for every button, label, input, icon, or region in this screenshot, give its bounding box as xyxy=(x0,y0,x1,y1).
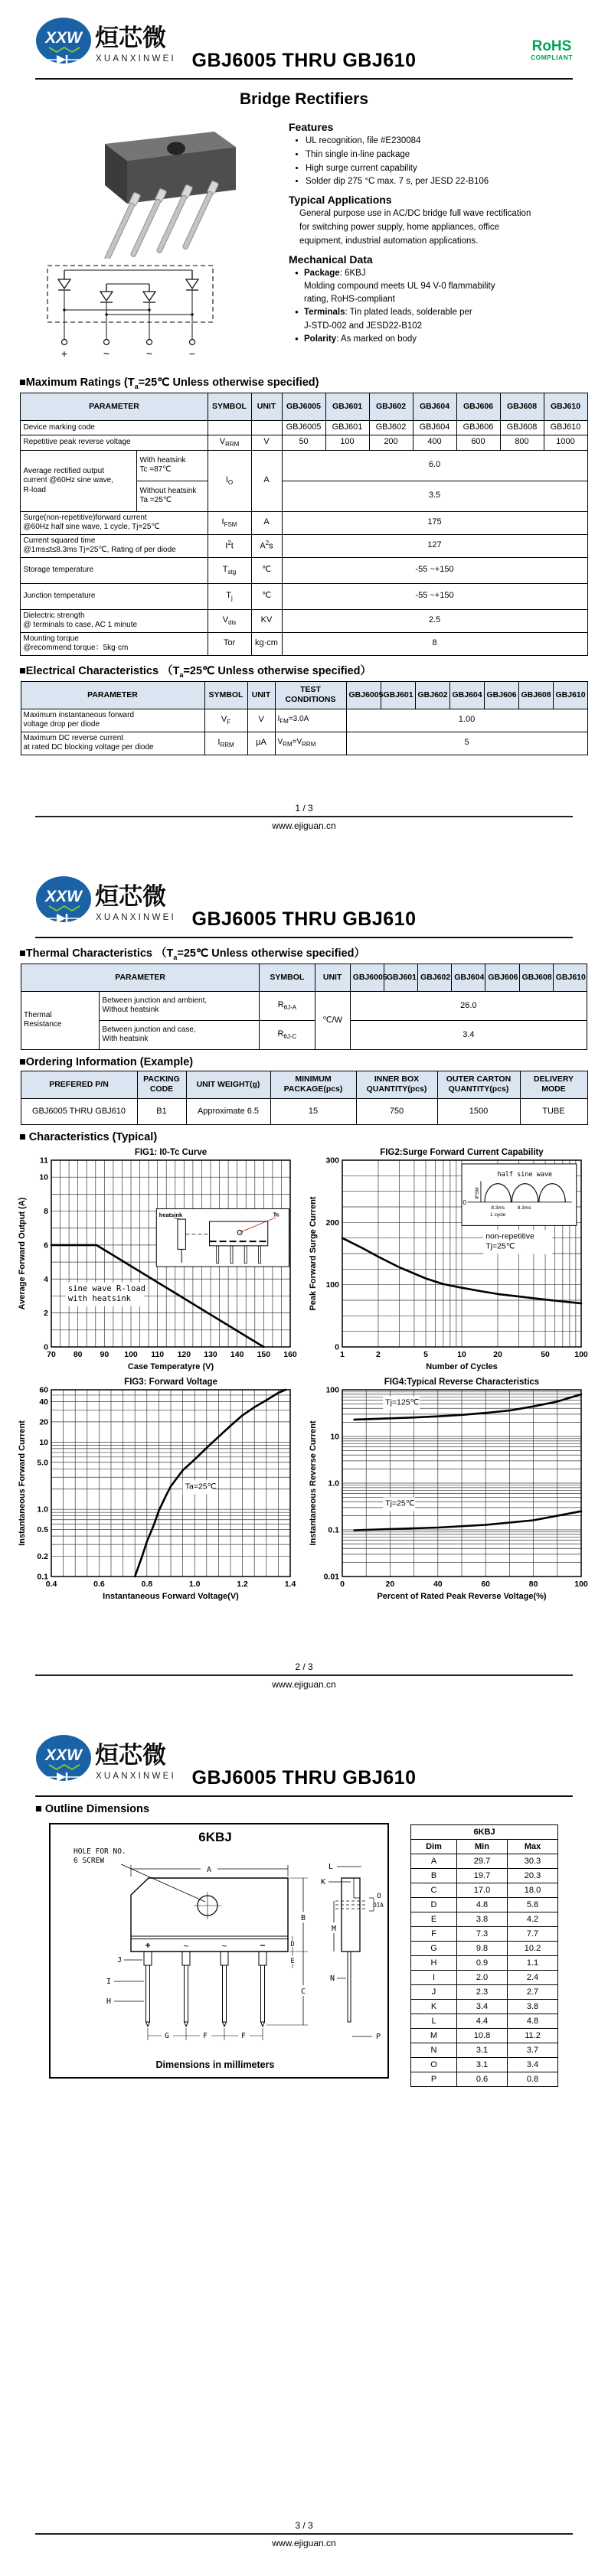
svg-text:6: 6 xyxy=(44,1241,48,1251)
footer-rule xyxy=(35,1674,573,1676)
fig2-surge-chart xyxy=(307,1146,589,1373)
svg-text:Average Forward Output (A): Average Forward Output (A) xyxy=(18,1197,27,1310)
dim-table-title-row: 6KBJ xyxy=(411,1825,558,1840)
application-line: for switching power supply, home appliances, office xyxy=(299,223,500,233)
page-3 xyxy=(0,1717,608,2576)
svg-text:FIG3: Forward Voltage: FIG3: Forward Voltage xyxy=(124,1377,217,1387)
svg-text:烜芯微: 烜芯微 xyxy=(95,883,166,910)
svg-text:100: 100 xyxy=(325,1280,339,1290)
svg-text:XUANXINWEI: XUANXINWEI xyxy=(96,1772,176,1781)
terminal-ac1: ~ xyxy=(103,347,110,360)
feature-item: • UL recognition, file #E230084 xyxy=(306,135,588,148)
svg-text:1: 1 xyxy=(340,1349,345,1359)
svg-text:0.8: 0.8 xyxy=(141,1579,153,1589)
svg-text:FIG2:Surge Forward Current Cap: FIG2:Surge Forward Current Capability xyxy=(380,1147,544,1157)
svg-text:140: 140 xyxy=(230,1349,244,1359)
row-tj: Junction temperature $T_j$ ℃ -55 ~+150 xyxy=(21,583,587,609)
svg-text:Number of Cycles: Number of Cycles xyxy=(426,1361,498,1371)
svg-text:FIG4:Typical Reverse Character: FIG4:Typical Reverse Characteristics xyxy=(384,1377,540,1387)
svg-text:110: 110 xyxy=(151,1349,165,1359)
fig3-forward-voltage-chart xyxy=(16,1376,298,1603)
outline-heading: ■ Outline Dimensions xyxy=(35,1803,149,1815)
svg-text:Instantaneous Reverse Current: Instantaneous Reverse Current xyxy=(309,1420,318,1546)
svg-text:10: 10 xyxy=(457,1349,466,1359)
application-line: General purpose use in AC/DC bridge full wave rectification xyxy=(299,209,531,219)
characteristics-heading: ■ Characteristics (Typical) xyxy=(19,1130,158,1143)
dim-row: C 17.0 18.0 xyxy=(411,1883,558,1898)
dimensions-caption: Dimensions in millimeters xyxy=(155,2059,275,2070)
svg-text:Tj=125℃: Tj=125℃ xyxy=(385,1397,420,1407)
svg-text:sine wave R-load: sine wave R-load xyxy=(67,1283,145,1293)
row-i2t: Current squared time @1ms≤t≤8.3ms Tj=25℃, Rating of per diode $I^2t$ $A^2s$ 127 xyxy=(21,534,587,557)
svg-text:non-repetitive: non-repetitive xyxy=(485,1231,534,1241)
doc-title: GBJ6005 THRU GBJ610 xyxy=(191,50,417,71)
svg-text:100: 100 xyxy=(574,1349,588,1359)
page3-footer xyxy=(35,2520,573,2548)
dim-letter-A: A xyxy=(206,1866,212,1874)
dim-row: D 4.8 5.8 xyxy=(411,1898,558,1912)
mechanical-item: ● Terminals: Tin plated leads, solderable per xyxy=(295,308,472,318)
row-io-heatsink: Average rectified output current @60Hz sine wave, R-load With heatsink Tc =87℃ $I_O$ A 6.0 xyxy=(21,450,587,481)
svg-text:0.4: 0.4 xyxy=(45,1579,57,1589)
dim-row: E 3.8 4.2 xyxy=(411,1912,558,1927)
svg-text:1.0: 1.0 xyxy=(328,1479,339,1489)
dim-letter-B: B xyxy=(300,1914,306,1922)
svg-text:40: 40 xyxy=(433,1579,443,1589)
page-number: 2 / 3 xyxy=(295,1661,313,1672)
svg-text:80: 80 xyxy=(528,1579,538,1589)
dim-row: F 7.3 7.7 xyxy=(411,1927,558,1942)
feature-item: • Thin single in-line package xyxy=(306,148,588,162)
mechanical-item: rating, RoHS-compliant xyxy=(304,295,395,305)
svg-text:0.1: 0.1 xyxy=(37,1572,48,1582)
svg-text:10: 10 xyxy=(39,1437,48,1447)
dim-letter-I: I xyxy=(106,1978,112,1986)
thermal-header-row: PARAMETER SYMBOL UNIT GBJ6005 GBJ601 GBJ602 GBJ604 GBJ606 GBJ608 GBJ610 xyxy=(21,964,587,991)
dim-row: K 3.4 3.8 xyxy=(411,2000,558,2014)
svg-text:0: 0 xyxy=(44,1342,48,1352)
page-header xyxy=(35,1717,573,1797)
svg-text:Tj=25℃: Tj=25℃ xyxy=(385,1498,415,1508)
fig1-io-tc-chart xyxy=(16,1146,298,1373)
dim-row: G 9.8 10.2 xyxy=(411,1942,558,1956)
svg-text:40: 40 xyxy=(39,1397,48,1407)
row-rthja: Thermal Resistance Between junction and ambient, Without heatsink $R_{\theta J-A}$ ℃/W 26.0 xyxy=(21,991,587,1020)
svg-text:160: 160 xyxy=(283,1349,297,1359)
mechanical-item: ● Polarity: As marked on body xyxy=(295,334,417,344)
svg-text:烜芯微: 烜芯微 xyxy=(95,1742,166,1769)
row-marking-code: Device marking code GBJ6005 GBJ601 GBJ602 GBJ604 GBJ606 GBJ608 GBJ610 xyxy=(21,420,587,435)
application-line: equipment, industrial automation applications. xyxy=(299,236,479,246)
svg-text:XUANXINWEI: XUANXINWEI xyxy=(96,913,176,922)
page1-columns xyxy=(0,113,608,370)
site-link[interactable]: www.ejiguan.cn xyxy=(272,1679,336,1690)
svg-text:100: 100 xyxy=(124,1349,138,1359)
ordering-header-row: PREFERED P/N PACKING CODE UNIT WEIGHT(g) MINIMUM PACKAGE(pcs) INNER BOX QUANTITY(pcs) OUTER CARTON QUANTITY(pcs) DELIVERY MODE xyxy=(21,1071,587,1098)
dimension-table xyxy=(410,1824,558,2087)
page-number: 3 / 3 xyxy=(295,2520,313,2531)
page1-footer xyxy=(35,803,573,831)
max-ratings-header-row: PARAMETER SYMBOL UNIT GBJ6005 GBJ601 GBJ602 GBJ604 GBJ606 GBJ608 GBJ610 xyxy=(21,393,587,420)
svg-text:100: 100 xyxy=(574,1579,588,1589)
svg-text:half sine wave: half sine wave xyxy=(497,1170,553,1179)
svg-text:0.01: 0.01 xyxy=(323,1572,339,1582)
brand-en-name: XUANXINWEI xyxy=(96,54,176,64)
row-rthjc: Between junction and case, With heatsink $R_{\theta J-C}$ 3.4 xyxy=(21,1020,587,1049)
package-photo xyxy=(32,113,262,259)
svg-text:80: 80 xyxy=(73,1349,83,1359)
svg-text:20: 20 xyxy=(39,1417,48,1427)
svg-text:0: 0 xyxy=(340,1579,345,1589)
rohs-badge xyxy=(531,39,573,61)
electrical-table xyxy=(21,681,588,755)
description-column xyxy=(284,113,588,370)
svg-text:XXW: XXW xyxy=(45,1746,82,1764)
brand-abbr: XXW xyxy=(45,29,82,47)
applications-text xyxy=(289,207,588,248)
row-vf: Maximum instantaneous forward voltage drop per diode $V_F$ V $I_{FM}=3.0A$ 1.00 xyxy=(21,709,587,732)
package-visuals xyxy=(20,113,284,370)
doc-title: GBJ6005 THRU GBJ610 xyxy=(191,1767,417,1789)
svg-text:Tc: Tc xyxy=(273,1211,279,1218)
svg-text:1.4: 1.4 xyxy=(284,1579,296,1589)
hole-note-1: HOLE FOR NO. xyxy=(74,1847,126,1856)
page-header xyxy=(35,859,573,938)
dim-row: J 2.3 2.7 xyxy=(411,1985,558,2000)
svg-text:Instantaneous Forward Voltage(: Instantaneous Forward Voltage(V) xyxy=(103,1591,239,1601)
svg-text:heatsink: heatsink xyxy=(159,1211,183,1218)
brand-cn-name: 烜芯微 xyxy=(95,24,166,51)
svg-text:1.0: 1.0 xyxy=(37,1505,48,1515)
svg-text:2: 2 xyxy=(44,1309,48,1319)
svg-text:0.5: 0.5 xyxy=(37,1525,48,1535)
svg-text:10: 10 xyxy=(330,1432,339,1442)
chart-svg xyxy=(16,1146,298,1373)
svg-text:11: 11 xyxy=(39,1156,48,1166)
mechanical-item: Molding compound meets UL 94 V-0 flammability xyxy=(304,281,495,291)
dim-letter-P: P xyxy=(375,2033,381,2041)
characteristic-charts xyxy=(0,1146,608,1603)
svg-text:150: 150 xyxy=(257,1349,271,1359)
page-header xyxy=(35,0,573,80)
page-1 xyxy=(0,0,608,859)
doc-title: GBJ6005 THRU GBJ610 xyxy=(191,908,417,930)
dim-letter-N: N xyxy=(329,1974,335,1983)
mechanical-item: J-STD-002 and JESD22-B102 xyxy=(304,321,423,331)
terminal-ac2: ~ xyxy=(145,347,153,360)
svg-text:Ta=25℃: Ta=25℃ xyxy=(185,1482,217,1492)
svg-text:Instantaneous Forward Current: Instantaneous Forward Current xyxy=(18,1420,27,1546)
row-vrrm: Repetitive peak reverse voltage $V_{RRM}$ V 50 100 200 400 600 800 1000 xyxy=(21,435,587,450)
dim-letter-L: L xyxy=(328,1863,334,1871)
svg-text:4: 4 xyxy=(44,1274,48,1284)
dim-letter-F2: F xyxy=(241,2032,246,2040)
rohs-label: RoHS xyxy=(531,38,572,54)
max-ratings-heading: ■Maximum Ratings ($T_a=25℃$ Unless otherwise specified) xyxy=(19,377,319,390)
svg-text:50: 50 xyxy=(541,1349,550,1359)
ordering-heading: ■Ordering Information (Example) xyxy=(19,1055,194,1068)
dim-letter-E: E xyxy=(290,1958,295,1965)
outline-drawing xyxy=(51,1824,387,2077)
electrical-header-row: PARAMETER SYMBOL UNIT TEST CONDITIONS GBJ6005 GBJ601 GBJ602 GBJ604 GBJ606 GBJ608 GBJ610 xyxy=(21,681,587,709)
svg-text:Peak Forward Surge Current: Peak Forward Surge Current xyxy=(309,1196,318,1311)
svg-text:1.2: 1.2 xyxy=(237,1579,248,1589)
row-vdis: Dielectric strength @ terminals to case, AC 1 minute $V_{dis}$ KV 2.5 xyxy=(21,609,587,632)
bridge-schematic xyxy=(32,262,231,364)
mechanical-item: ● Package: 6KBJ xyxy=(295,268,366,278)
outline-drawing-box xyxy=(49,1823,389,2079)
svg-text:0.6: 0.6 xyxy=(93,1579,105,1589)
footer-rule xyxy=(35,816,573,817)
svg-text:5.0: 5.0 xyxy=(37,1458,48,1468)
svg-text:Case Temperatyre (V): Case Temperatyre (V) xyxy=(127,1361,214,1371)
page-2 xyxy=(0,859,608,1717)
dim-letter-H: H xyxy=(106,1997,112,2006)
thermal-heading: ■Thermal Characteristics （$T_a=25℃$ Unless otherwise specified） xyxy=(19,947,365,961)
svg-text:8.3ms: 8.3ms xyxy=(491,1205,505,1211)
svg-text:60: 60 xyxy=(39,1385,48,1395)
mechanical-list xyxy=(289,267,588,347)
svg-text:Percent of Rated Peak Reverse: Percent of Rated Peak Reverse Voltage(%) xyxy=(377,1591,547,1601)
svg-text:XXW: XXW xyxy=(45,888,82,905)
dim-letter-O: O xyxy=(377,1893,381,1900)
svg-text:200: 200 xyxy=(325,1218,339,1228)
svg-text:10: 10 xyxy=(39,1172,48,1182)
row-io-no-heatsink: Without heatsink Ta =25℃ 3.5 xyxy=(21,481,587,511)
ordering-data-row: GBJ6005 THRU GBJ610 B1 Approximate 6.5 15 750 1500 TUBE xyxy=(21,1098,587,1124)
row-irrm: Maximum DC reverse current at rated DC blocking voltage per diode $I_{RRM}$ μA $V_{RM}=V_{RRM}$ 5 xyxy=(21,732,587,755)
svg-text:130: 130 xyxy=(204,1349,217,1359)
dim-letter-M: M xyxy=(331,1925,337,1933)
applications-heading: Typical Applications xyxy=(289,194,392,207)
svg-text:with heatsink: with heatsink xyxy=(67,1293,132,1303)
dim-row: M 10.8 11.2 xyxy=(411,2029,558,2043)
dim-letter-G: G xyxy=(165,2032,169,2040)
svg-text:0.1: 0.1 xyxy=(328,1525,339,1535)
max-ratings-table xyxy=(20,393,587,656)
dim-row: N 3.1 3.7 xyxy=(411,2043,558,2058)
svg-text:8: 8 xyxy=(44,1206,48,1216)
svg-text:100: 100 xyxy=(325,1385,339,1395)
dim-table-header-row: Dim Min Max xyxy=(411,1840,558,1854)
svg-text:FIG1: I0-Tc Curve: FIG1: I0-Tc Curve xyxy=(134,1147,208,1157)
feature-item: • High surge current capability xyxy=(306,162,588,176)
svg-text:90: 90 xyxy=(100,1349,110,1359)
svg-text:8.3ms: 8.3ms xyxy=(517,1205,531,1211)
ordering-table xyxy=(21,1071,588,1125)
terminal-plus: + xyxy=(60,347,68,360)
dim-row: P 0.6 0.8 xyxy=(411,2072,558,2087)
outline-row xyxy=(0,1823,608,2087)
fig4-reverse-characteristics-chart xyxy=(307,1376,589,1603)
svg-text:60: 60 xyxy=(481,1579,491,1589)
svg-text:0: 0 xyxy=(335,1342,339,1352)
dim-row: B 19.7 20.3 xyxy=(411,1869,558,1883)
dim-row: L 4.4 4.8 xyxy=(411,2014,558,2029)
mark-ac2: ~ xyxy=(221,1941,227,1952)
svg-text:5: 5 xyxy=(423,1349,428,1359)
site-link[interactable]: www.ejiguan.cn xyxy=(272,820,336,831)
mark-plus: + xyxy=(145,1940,151,1951)
dim-row: O 3.1 3.4 xyxy=(411,2058,558,2072)
chart-svg xyxy=(307,1376,589,1603)
svg-text:1 cycle: 1 cycle xyxy=(490,1211,506,1218)
svg-text:1.0: 1.0 xyxy=(188,1579,201,1589)
svg-text:Tj=25℃: Tj=25℃ xyxy=(485,1241,515,1251)
site-link[interactable]: www.ejiguan.cn xyxy=(272,2538,336,2548)
page-number: 1 / 3 xyxy=(295,803,313,814)
rohs-compliant-label: COMPLIANT xyxy=(530,54,573,61)
svg-text:0.2: 0.2 xyxy=(37,1551,48,1561)
footer-rule xyxy=(35,2533,573,2535)
svg-text:300: 300 xyxy=(325,1156,339,1166)
row-torque: Mounting torque @recommend torque：5kg·cm Tor kg·cm 8 xyxy=(21,632,587,655)
svg-text:120: 120 xyxy=(177,1349,191,1359)
dim-row: H 0.9 1.1 xyxy=(411,1956,558,1971)
electrical-heading: ■Electrical Characteristics （$T_a=25℃$ Unless otherwise specified） xyxy=(19,664,372,679)
svg-text:70: 70 xyxy=(47,1349,56,1359)
svg-text:2: 2 xyxy=(376,1349,381,1359)
mark-ac1: ~ xyxy=(183,1941,189,1952)
chart-svg xyxy=(307,1146,589,1373)
terminal-minus: − xyxy=(188,347,196,360)
features-heading: Features xyxy=(289,121,334,133)
dim-letter-J: J xyxy=(116,1956,123,1965)
svg-text:20: 20 xyxy=(493,1349,502,1359)
svg-text:IFSM: IFSM xyxy=(474,1187,480,1199)
row-ifsm: Surge(non-repetitive)forward current @60Hz half sine wave, 1 cycle, Tj=25℃ $I_{FSM}$ A 175 xyxy=(21,511,587,534)
features-list xyxy=(289,135,588,189)
svg-text:0: 0 xyxy=(463,1198,466,1206)
dim-row: I 2.0 2.4 xyxy=(411,1971,558,1985)
package-name: 6KBJ xyxy=(198,1830,232,1844)
dim-letter-D: D xyxy=(290,1941,295,1948)
hole-note-2: 6 SCREW xyxy=(74,1857,105,1865)
dim-letter-K: K xyxy=(320,1878,326,1886)
dia-label: DIA xyxy=(373,1902,384,1909)
feature-item: • Solder dip 275 °C max. 7 s, per JESD 22-B106 xyxy=(306,175,588,189)
page2-footer xyxy=(35,1661,573,1690)
row-tstg: Storage temperature $T_{stg}$ ℃ -55 ~+150 xyxy=(21,557,587,583)
mark-minus: − xyxy=(260,1940,266,1951)
svg-text:20: 20 xyxy=(385,1579,395,1589)
product-title: Bridge Rectifiers xyxy=(239,90,369,108)
thermal-table xyxy=(21,964,587,1050)
mechanical-heading: Mechanical Data xyxy=(289,253,373,266)
dim-letter-F: F xyxy=(203,2032,208,2040)
dim-letter-C: C xyxy=(300,1987,306,1996)
chart-svg xyxy=(16,1376,298,1603)
dim-row: A 29.7 30.3 xyxy=(411,1854,558,1869)
